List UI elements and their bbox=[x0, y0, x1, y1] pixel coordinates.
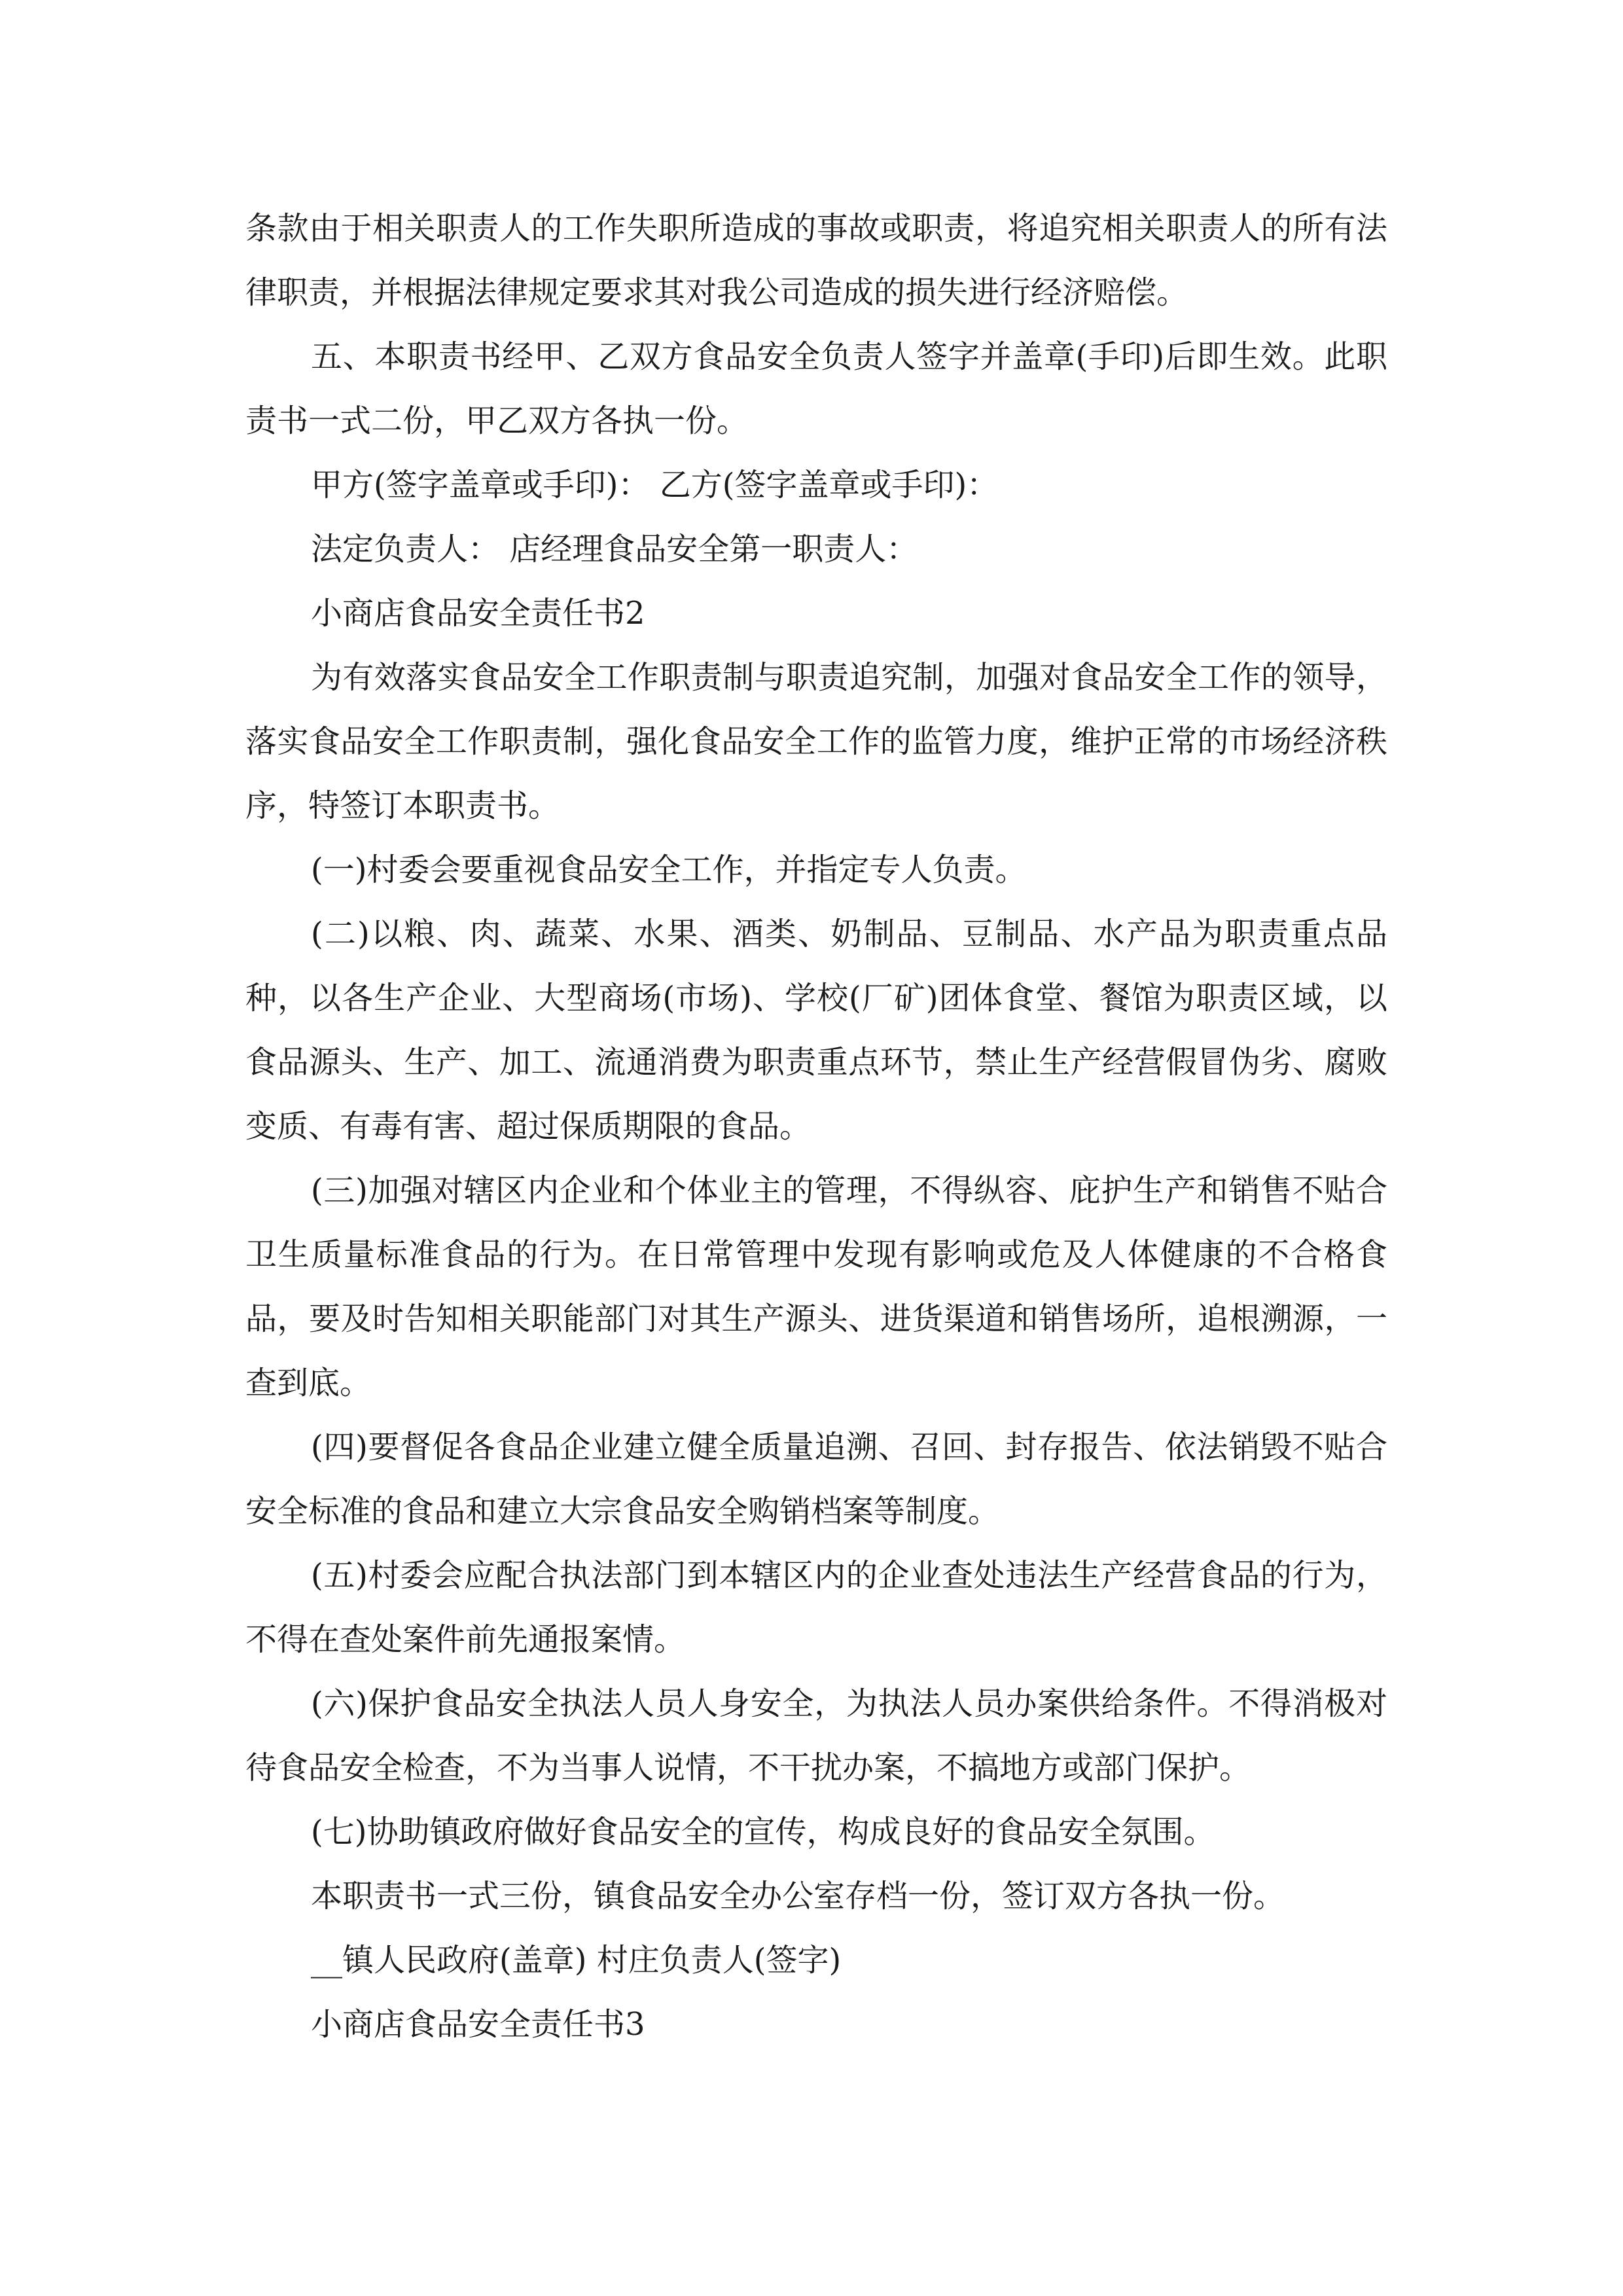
section-heading-3: 小商店食品安全责任书3 bbox=[311, 2006, 645, 2043]
paragraph-purpose: 为有效落实食品安全工作职责制与职责追究制，加强对食品安全工作的领导，落实食品安全工作职责制，强化食品安全工作的监管力度，维护正常的市场经济秩序，特签订本职责书。 bbox=[245, 659, 1387, 824]
paragraph-item-7: (七)协助镇政府做好食品安全的宣传，构成良好的食品安全氛围。 bbox=[311, 1814, 1215, 1850]
paragraph-item-6: (六)保护食品安全执法人员人身安全，为执法人员办案供给条件。不得消极对待食品安全检查，不为当事人说情，不干扰办案，不搞地方或部门保护。 bbox=[245, 1685, 1387, 1786]
paragraph-item-3: (三)加强对辖区内企业和个体业主的管理，不得纵容、庇护生产和销售不贴合卫生质量标准食品的行为。在日常管理中发现有影响或危及人体健康的不合格食品，要及时告知相关职能部门对其生产源头、进货渠道和销售场所，追根溯源，一查到底。 bbox=[245, 1172, 1387, 1401]
document-body bbox=[245, 196, 1387, 2056]
paragraph-item-5: (五)村委会应配合执法部门到本辖区内的企业查处违法生产经营食品的行为，不得在查处案件前先通报案情。 bbox=[245, 1557, 1387, 1658]
paragraph-copies: 本职责书一式三份，镇食品安全办公室存档一份，签订双方各执一份。 bbox=[311, 1878, 1285, 1914]
paragraph-effective-clause: 五、本职责书经甲、乙双方食品安全负责人签字并盖章(手印)后即生效。此职责书一式二份，甲乙双方各执一份。 bbox=[245, 338, 1387, 439]
paragraph-item-2: (二)以粮、肉、蔬菜、水果、酒类、奶制品、豆制品、水产品为职责重点品种，以各生产企业、大型商场(市场)、学校(厂矿)团体食堂、餐馆为职责区域，以食品源头、生产、加工、流通消费为职责重点环节，禁止生产经营假冒伪劣、腐败变质、有毒有害、超过保质期限的食品。 bbox=[245, 916, 1387, 1145]
signature-line-responsible: 法定负责人： 店经理食品安全第一职责人： bbox=[311, 531, 918, 567]
paragraph-item-1: (一)村委会要重视食品安全工作，并指定专人负责。 bbox=[311, 852, 1027, 888]
section-heading-2: 小商店食品安全责任书2 bbox=[311, 595, 645, 632]
signature-line-parties: 甲方(签字盖章或手印)： 乙方(签字盖章或手印)： bbox=[311, 467, 999, 503]
paragraph-item-4: (四)要督促各食品企业建立健全质量追溯、召回、封存报告、依法销毁不贴合安全标准的食品和建立大宗食品安全购销档案等制度。 bbox=[245, 1429, 1387, 1530]
paragraph-liability-clause: 条款由于相关职责人的工作失职所造成的事故或职责，将追究相关职责人的所有法律职责，并根据法律规定要求其对我公司造成的损失进行经济赔偿。 bbox=[245, 210, 1387, 311]
signature-line-government: __镇人民政府(盖章) 村庄负责人(签字) bbox=[311, 1942, 842, 1979]
